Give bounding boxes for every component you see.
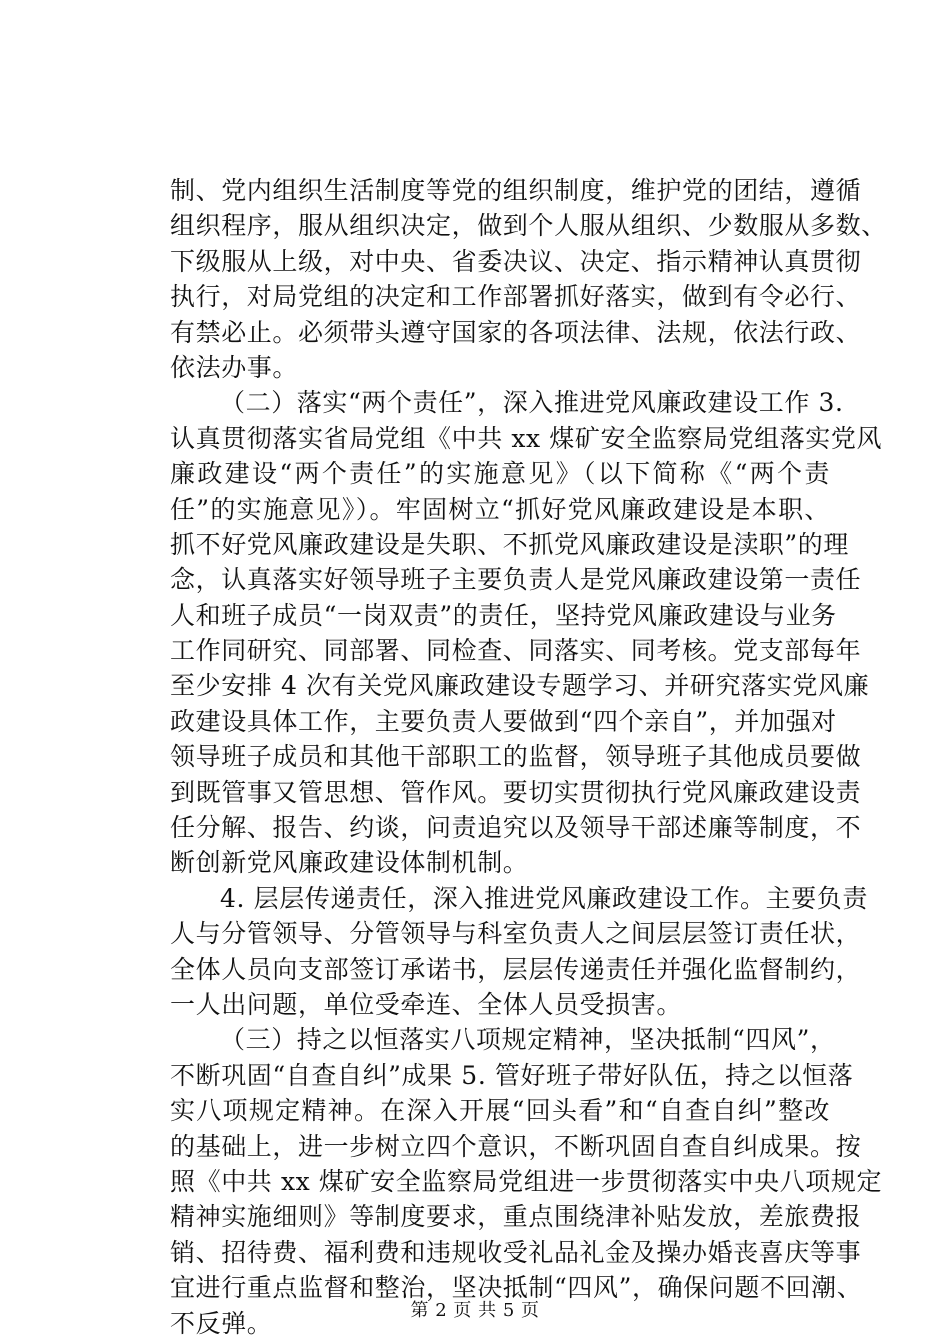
text-line: 宜进行重点监督和整治，坚决抵制“四风”，确保问题不回潮、 <box>170 1273 863 1303</box>
text-line: 有禁必止。必须带头遵守国家的各项法律、法规，依法行政、 <box>170 317 862 347</box>
text-line: 的基础上，进一步树立四个意识，不断巩固自查自纠成果。按 <box>170 1131 862 1161</box>
paragraph-2 <box>170 385 883 880</box>
text-line: 组织程序，服从组织决定，做到个人服从组织、少数服从多数、 <box>170 211 887 241</box>
text-line: 到既管事又管思想、管作风。要切实贯彻执行党风廉政建设责 <box>170 777 862 807</box>
text-line: 念，认真落实好领导班子主要负责人是党风廉政建设第一责任 <box>170 565 862 595</box>
text-line: 至少安排 4 次有关党风廉政建设专题学习、并研究落实党风廉 <box>170 671 870 701</box>
document-body <box>170 173 887 1341</box>
text-line: 一人出问题，单位受牵连、全体人员受损害。 <box>170 989 683 1019</box>
text-line: 不反弹。 <box>170 1308 273 1338</box>
text-line: 断创新党风廉政建设体制机制。 <box>170 848 529 878</box>
paragraph-3 <box>170 881 869 1023</box>
text-line: 人和班子成员“一岗双责”的责任，坚持党风廉政建设与业务 <box>170 600 837 630</box>
text-line: 不断巩固“自查自纠”成果 5. 管好班子带好队伍，持之以恒落 <box>170 1060 854 1090</box>
page-footer-indicator: 第 2 页 共 5 页 <box>410 1300 540 1321</box>
text-line: 实八项规定精神。在深入开展“回头看”和“自查自纠”整改 <box>170 1096 830 1126</box>
text-line: 依法办事。 <box>170 352 299 382</box>
text-line: 抓不好党风廉政建设是失职、不抓党风廉政建设是渎职”的理 <box>170 529 849 559</box>
paragraph-1 <box>170 173 887 385</box>
text-line: 任”的实施意见》）。牢固树立“抓好党风廉政建设是本职、 <box>170 494 830 524</box>
text-line: 工作同研究、同部署、同检查、同落实、同考核。党支部每年 <box>170 636 862 666</box>
text-line: 全体人员向支部签订承诺书，层层传递责任并强化监督制约， <box>170 954 862 984</box>
text-line: 认真贯彻落实省局党组《中共 xx 煤矿安全监察局党组落实党风 <box>170 423 883 453</box>
text-line: 政建设具体工作，主要负责人要做到“四个亲自”，并加强对 <box>170 706 837 736</box>
text-line: 廉政建设“两个责任”的实施意见》（以下简称《“两个责 <box>170 459 830 489</box>
text-line: 精神实施细则》等制度要求，重点围绕津补贴发放，差旅费报 <box>170 1202 862 1232</box>
text-line: 4. 层层传递责任，深入推进党风廉政建设工作。主要负责 <box>220 883 869 913</box>
text-line: 销、招待费、福利费和违规收受礼品礼金及操办婚丧喜庆等事 <box>170 1237 862 1267</box>
text-line: 任分解、报告、约谈，问责追究以及领导干部述廉等制度，不 <box>170 813 862 843</box>
text-line: 人与分管领导、分管领导与科室负责人之间层层签订责任状， <box>170 919 862 949</box>
paragraph-4 <box>170 1022 883 1341</box>
text-line: 领导班子成员和其他干部职工的监督，领导班子其他成员要做 <box>170 742 862 772</box>
text-line: （二）落实“两个责任”，深入推进党风廉政建设工作 3. <box>220 388 844 418</box>
text-line: 执行，对局党组的决定和工作部署抓好落实，做到有令必行、 <box>170 282 862 312</box>
text-line: 制、党内组织生活制度等党的组织制度，维护党的团结，遵循 <box>170 176 862 205</box>
text-line: 下级服从上级，对中央、省委决议、决定、指示精神认真贯彻 <box>170 246 862 276</box>
text-line: （三）持之以恒落实八项规定精神，坚决抵制“四风”， <box>220 1025 836 1055</box>
text-line: 照《中共 xx 煤矿安全监察局党组进一步贯彻落实中央八项规定 <box>170 1166 883 1196</box>
